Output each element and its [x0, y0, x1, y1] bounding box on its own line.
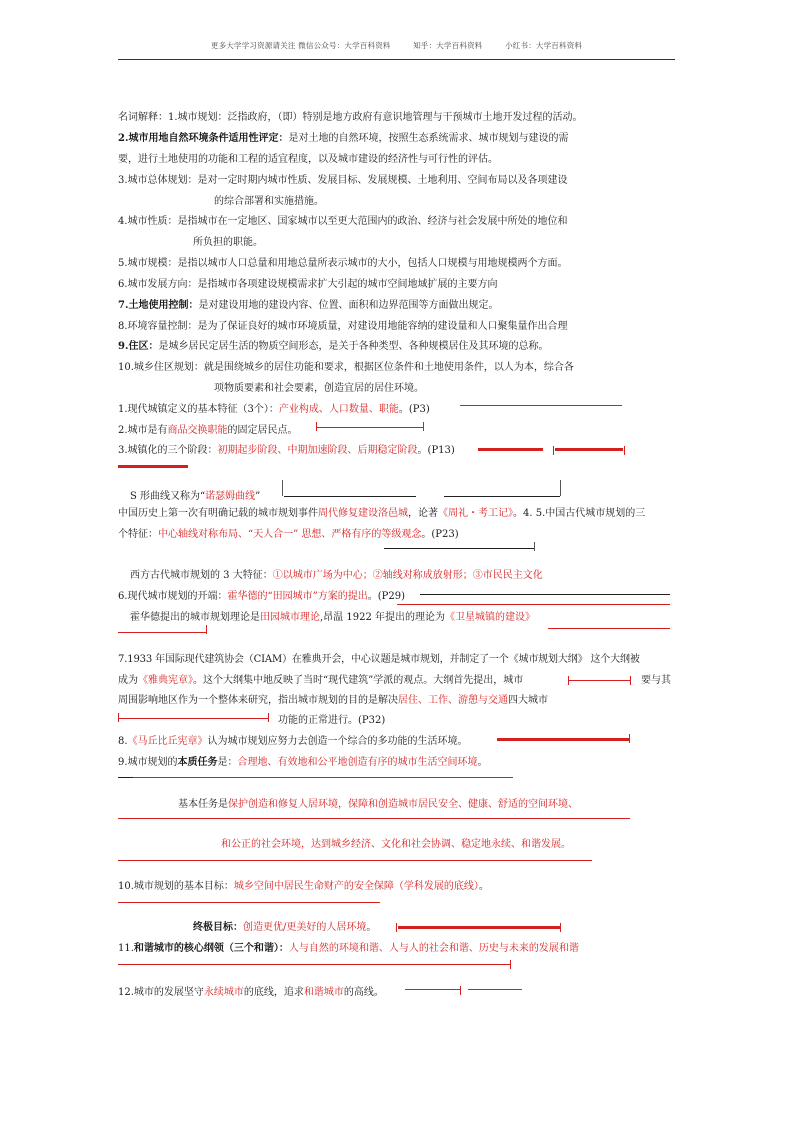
term-2-text: 是对土地的自然环境，按照生态系统需求、城市规划与建设的需: [288, 133, 569, 144]
question-1-ref: 。(P3): [398, 404, 430, 415]
china-history-prompt: 中国历史上第一次有明确记载的城市规划事件: [118, 508, 318, 519]
term-2-label: 2.城市用地自然环境条件适用性评定：: [118, 133, 289, 144]
answer-underline: [118, 465, 188, 468]
question-7-tail: 要与其: [641, 675, 671, 686]
answer-underline-tick: [423, 422, 424, 431]
question-10-tail: 。: [478, 881, 489, 892]
question-9-answer: 合理地、有效地和公平地创造有序的城市生活空间环境: [237, 757, 478, 768]
final-goal-tail: 。: [366, 922, 377, 933]
basic-task: [178, 798, 578, 812]
answer-underline: [118, 860, 592, 861]
question-9: [118, 756, 488, 770]
answer-underline-tick: [568, 676, 569, 685]
term-7-text: 是对建设用地的建设内容、位置、面积和边界范围等方面做出规定。: [198, 300, 499, 311]
s-curve-prompt: S 形曲线又称为“: [130, 491, 206, 502]
term-8: 8.环境容量控制：是为了保证良好的城市环境质量，对建设用地能容纳的建设量和人口聚集量作出合理: [118, 321, 568, 332]
answer-underline: [118, 964, 510, 965]
question-12: [118, 986, 384, 1000]
question-11: [118, 942, 579, 956]
question-3: [118, 444, 455, 458]
question-1: [118, 403, 430, 417]
question-10-answer: 城乡空间中居民生命财产的安全保障（学科发展的底线）: [233, 881, 479, 892]
china-features-prompt: 个特征：: [118, 529, 158, 540]
question-6-answer: 霍华德的“田园城市”方案的提出: [227, 591, 368, 602]
term-7: [118, 299, 498, 313]
answer-underline: [398, 926, 560, 929]
answer-underline: [118, 718, 268, 719]
china-history-connector: ，论著: [408, 508, 438, 519]
question-6-prompt: 6.现代城市规划的开端：: [118, 591, 228, 602]
question-10-prompt: 10.城市规划的基本目标：: [118, 881, 234, 892]
question-11-prompt: 11.: [118, 943, 134, 954]
china-features-answer: 中心轴线对称布局、“天人合一” 思想、严格有序的等级观念: [158, 529, 422, 540]
term-6: 6.城市发展方向：是指城市各项建设规模需求扩大引起的城市空间地域扩展的主要方向: [118, 279, 498, 290]
china-features-ref: 。(P23): [421, 529, 459, 540]
question-3-answer: 初期起步阶段、中期加速阶段、后期稳定阶段: [217, 445, 418, 456]
china-history-answer-1: 周代修复建设洛邑城: [318, 508, 408, 519]
answer-underline: [497, 738, 629, 741]
answer-underline-tick: [206, 625, 207, 634]
answer-underline: [118, 902, 380, 903]
answer-underline-tick: [396, 923, 397, 932]
s-curve-close-quote: ”: [255, 491, 261, 502]
answer-underline: [133, 777, 513, 778]
term-5: 5.城市规模：是指以城市人口总量和用地总量所表示城市的大小，包括人口规模与用地规模两个方面。: [118, 258, 568, 269]
answer-underline: [405, 989, 460, 990]
question-9-tail: 。: [477, 757, 488, 768]
term-1: 名词解释：1.城市规划：泛指政府，（即）特别是地方政府有意识地管理与干预城市土地开发过程的活动。: [118, 112, 583, 123]
term-4: 4.城市性质：是指城市在一定地区、国家城市以至更大范围内的政治、经济与社会发展中所处的地位和: [118, 216, 568, 227]
question-7-answer: 《雅典宪章》: [138, 675, 193, 686]
question-2-prompt: 2.城市是有: [118, 425, 168, 436]
question-8-text: 认为城市规划应努力去创造一个综合的多功能的生活环境。: [207, 736, 468, 747]
answer-underline-tick: [624, 446, 625, 455]
answer-underline-tick: [630, 676, 631, 685]
answer-underline: [468, 989, 522, 990]
answer-underline: [548, 628, 670, 629]
question-8-answer: 《马丘比丘宪章》: [127, 736, 208, 747]
answer-underline: [397, 604, 670, 605]
question-6-ref: 。(P29): [367, 591, 406, 602]
question-7-line-3: [118, 694, 548, 708]
answer-underline-tick: [534, 542, 535, 551]
question-12-answer-1: 永续城市: [203, 987, 244, 998]
question-2-answer: 商品交换职能: [167, 425, 228, 436]
answer-underline-tick: [553, 446, 554, 455]
howard-connector: ,昂温 1922 年提出的理论为: [320, 612, 445, 623]
question-9-keyword: 本质任务: [177, 757, 218, 768]
answer-underline-tick: [510, 960, 511, 969]
question-1-answer: 产业构成、人口数量、职能: [278, 404, 399, 415]
question-3-ref: 。(P13): [417, 445, 455, 456]
howard-answer-2: 《卫星城镇的建设》: [445, 612, 535, 623]
final-goal-answer: 创造更优/更美好的人居环境: [243, 922, 367, 933]
west-features-answer: ①以城市广场为中心；②轴线对称成放射形；③市民民主文化: [272, 570, 543, 581]
china-history-answer-2: 《周礼・考工记》: [438, 508, 513, 519]
answer-underline: [568, 680, 630, 681]
answer-underline: [118, 818, 630, 819]
final-goal: [193, 921, 376, 935]
s-curve-answer: 诺瑟姆曲线: [205, 491, 256, 502]
answer-underline: [284, 496, 416, 497]
answer-underline: [316, 427, 423, 428]
question-9-connector: 是：: [217, 757, 238, 768]
question-12-prompt: 12.城市的发展坚守: [118, 987, 204, 998]
china-features: [118, 528, 459, 542]
howard-theory: [130, 611, 535, 625]
basic-task-cont: [221, 838, 571, 852]
question-7-line-3-prompt: 周围影响地区作为一个整体来研究，指出城市规划的目的是解决: [118, 695, 398, 706]
answer-underline-tick: [460, 986, 461, 995]
west-features-prompt: 西方古代城市规划的 3 大特征：: [130, 570, 273, 581]
s-curve-line: [130, 490, 260, 504]
header-wechat: 更多大学学习资源请关注 微信公众号：大学百科资料: [210, 41, 391, 50]
answer-underline-tick: [282, 480, 283, 496]
answer-underline: [118, 777, 133, 778]
question-7-functions-answer: 居住、工作、游憩与交通: [398, 695, 508, 706]
question-10: [118, 880, 489, 894]
page-header: [0, 40, 793, 51]
term-10-cont: 项物质要素和社会要素，创造宜居的居住环境。: [214, 383, 424, 394]
question-7-text: 。这个大纲集中地反映了当时“现代建筑”学派的观点。大纲首先提出，城市: [193, 675, 524, 686]
question-8: [118, 735, 468, 749]
answer-underline-tick: [560, 923, 561, 932]
term-2: [118, 132, 568, 146]
west-features: [130, 569, 543, 583]
term-2-cont: 要，进行土地使用的功能和工程的适宜程度，以及城市建设的经济性与可行性的评估。: [118, 154, 498, 165]
answer-underline: [444, 496, 560, 497]
term-10: 10.城乡住区规划：就是围绕城乡的居住功能和要求，根据区位条件和土地使用条件，以人为本，综合各: [118, 362, 574, 373]
howard-prompt: 霍华德提出的城市规划理论是: [130, 612, 260, 623]
answer-underline: [478, 448, 543, 451]
term-9: [118, 340, 548, 354]
basic-task-answer: 保护创造和修复人居环境，保障和创造城市居民安全、健康、舒适的空间环境、: [228, 799, 578, 810]
question-3-prompt: 3.城镇化的三个阶段：: [118, 445, 218, 456]
header-zhihu: 知乎：大学百科资料: [413, 41, 483, 50]
question-11-answer: 人与自然的环境和谐、人与人的社会和谐、历史与未来的发展和谐: [288, 943, 579, 954]
header-divider: [118, 59, 675, 60]
basic-task-answer-cont: 和公正的社会环境，达到城乡经济、文化和社会协调、稳定地永续、和谐发展。: [221, 839, 571, 850]
term-3: 3.城市总体规划：是对一定时期内城市性质、发展目标、发展规模、土地利用、空间布局以及各项建设: [118, 175, 568, 186]
answer-underline: [118, 632, 206, 633]
china-history: [118, 507, 645, 521]
answer-underline-tick: [560, 480, 561, 496]
question-6: [118, 590, 405, 604]
question-1-prompt: 1.现代城镇定义的基本特征（3个）：: [118, 404, 279, 415]
question-7-prompt: 成为: [118, 675, 138, 686]
question-12-answer-2: 和谐城市: [303, 987, 344, 998]
howard-answer-1: 田园城市理论: [260, 612, 320, 623]
question-7-cont: [118, 674, 523, 688]
question-7: 7.1933 年国际现代建筑协会（CIAM）在雅典开会，中心议题是城市规划，并制定了一个《城市规划大纲》 这个大纲被: [118, 654, 640, 665]
final-goal-label: 终极目标：: [193, 922, 243, 933]
answer-underline: [384, 548, 534, 549]
basic-task-prompt: 基本任务是: [178, 799, 228, 810]
answer-underline-tick: [629, 734, 630, 743]
question-12-tail: 的高线。: [343, 987, 384, 998]
question-7-line-3-tail: 四大城市: [508, 695, 548, 706]
question-11-keyword: 和谐城市的核心纲领（三个和谐）：: [133, 943, 289, 954]
question-9-prompt: 9.城市规划的: [118, 757, 178, 768]
answer-underline: [555, 448, 623, 451]
answer-underline-tick: [268, 713, 269, 722]
question-2: [118, 424, 298, 438]
term-9-label: 9.住区：: [118, 341, 159, 352]
china-history-tail: 。4. 5.中国古代城市规划的三: [513, 508, 646, 519]
question-12-connector: 的底线，追求: [243, 987, 304, 998]
term-7-label: 7.土地使用控制：: [118, 300, 199, 311]
question-2-suffix: 的固定居民点。: [227, 425, 298, 436]
term-3-cont: 的综合部署和实施措施。: [214, 196, 324, 207]
question-8-prompt: 8.: [118, 736, 128, 747]
answer-underline-tick: [316, 422, 317, 431]
term-9-text: 是城乡居民定居生活的物质空间形态，是关于各种类型、各种规模居住及其环境的总称。: [158, 341, 549, 352]
question-7-line-4: 功能的正常进行。(P32): [278, 715, 386, 726]
header-xiaohongshu: 小红书：大学百科资料: [505, 41, 583, 50]
answer-underline: [420, 594, 670, 595]
answer-underline-tick: [118, 713, 119, 722]
term-4-cont: 所负担的职能。: [193, 237, 263, 248]
answer-underline: [460, 405, 622, 406]
